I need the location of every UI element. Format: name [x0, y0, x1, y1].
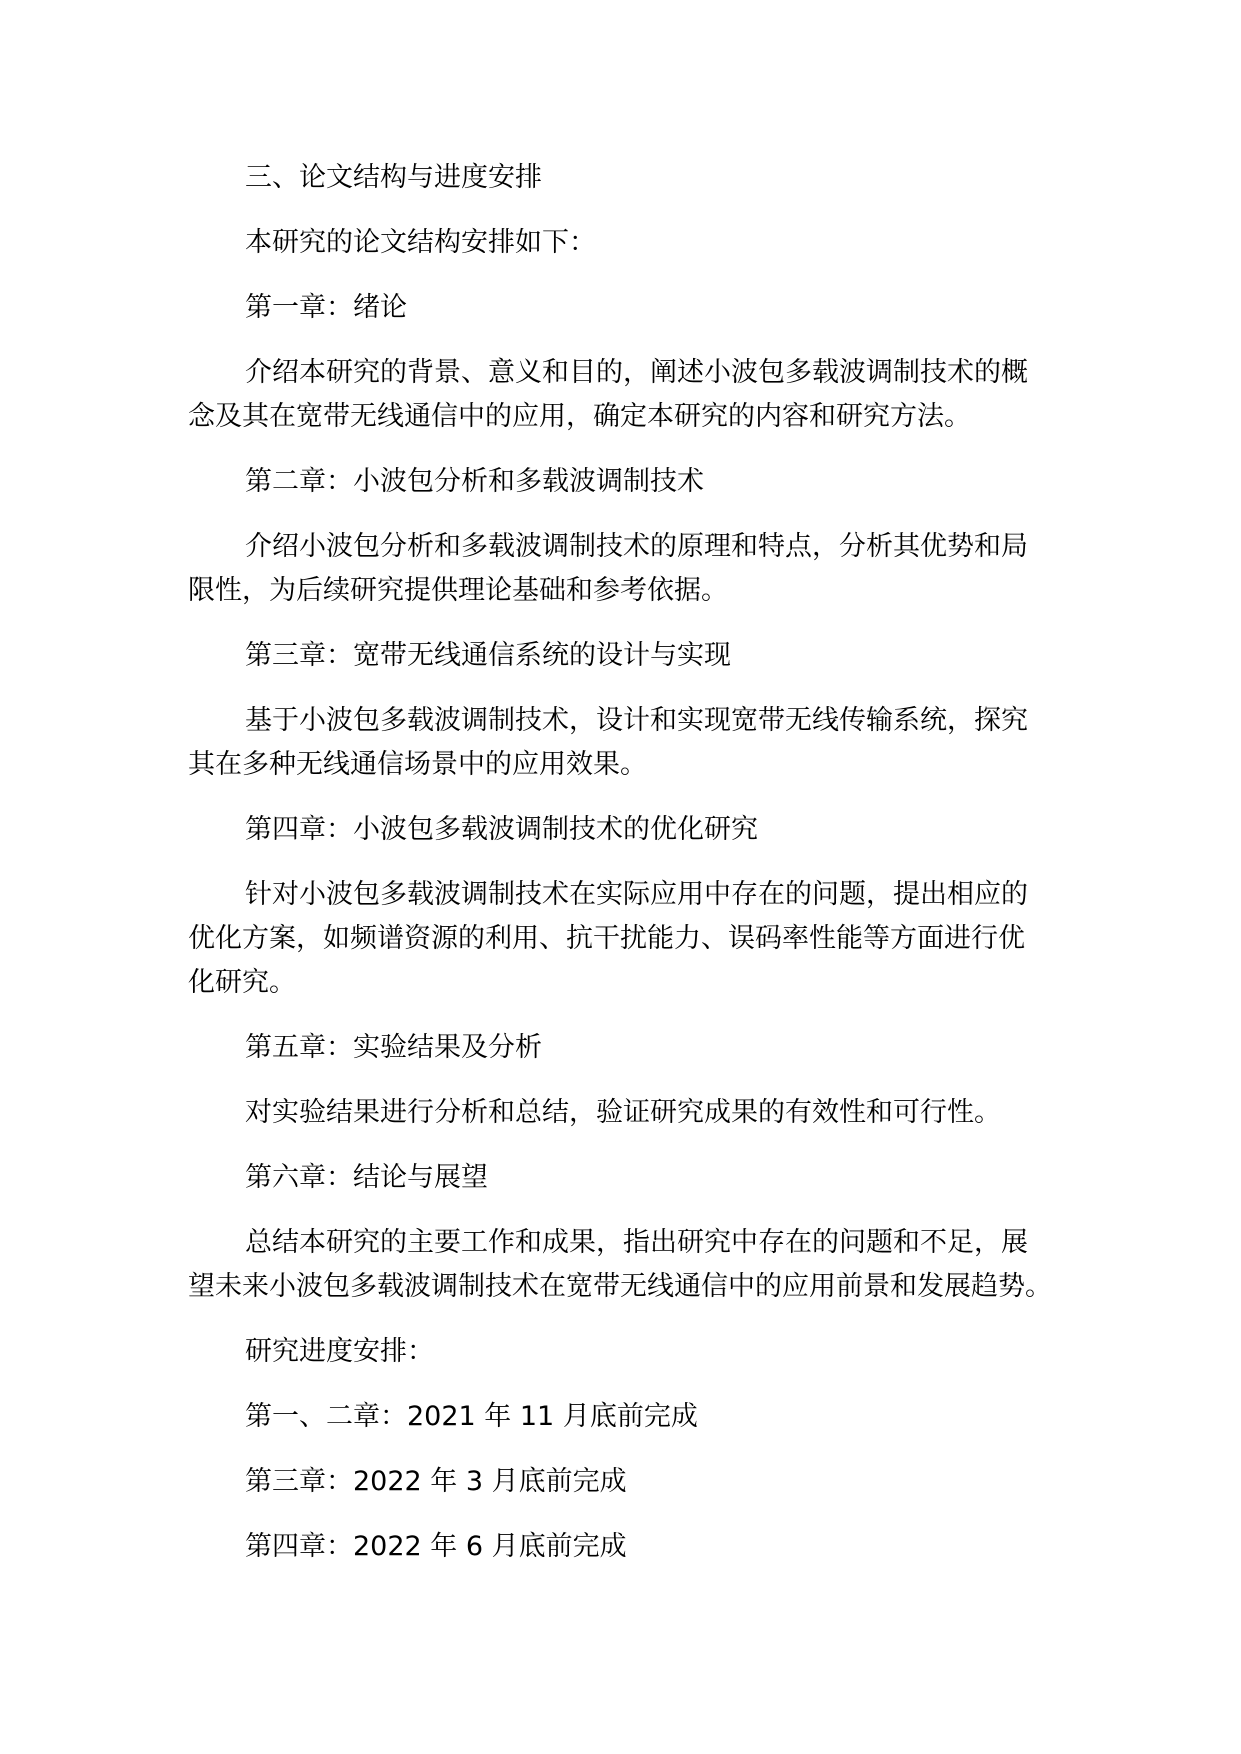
chapter4-desc-line: 优化方案，如频谱资源的利用、抗干扰能力、误码率性能等方面进行优	[188, 923, 1025, 954]
chapter1-desc-line: 介绍本研究的背景、意义和目的，阐述小波包多载波调制技术的概	[245, 357, 1028, 388]
schedule-item: 第三章：2022 年 3 月底前完成	[245, 1466, 627, 1497]
chapter2-desc-line: 限性，为后续研究提供理论基础和参考依据。	[188, 575, 728, 606]
document-body	[188, 156, 1058, 1590]
chapter6-title: 第六章：结论与展望	[245, 1162, 488, 1193]
chapter4-desc-line: 化研究。	[188, 967, 296, 998]
schedule-item: 第一、二章：2021 年 11 月底前完成	[245, 1401, 698, 1432]
chapter6-desc-line: 望未来小波包多载波调制技术在宽带无线通信中的应用前景和发展趋势。	[188, 1271, 1052, 1302]
schedule-heading: 研究进度安排：	[245, 1336, 434, 1367]
chapter6-desc-line: 总结本研究的主要工作和成果，指出研究中存在的问题和不足，展	[245, 1227, 1028, 1258]
chapter2-desc-line: 介绍小波包分析和多载波调制技术的原理和特点，分析其优势和局	[245, 531, 1028, 562]
chapter3-desc-line: 其在多种无线通信场景中的应用效果。	[188, 749, 647, 780]
chapter6-description	[188, 1221, 1058, 1309]
chapter1-title: 第一章：绪论	[245, 292, 407, 323]
chapter4-desc-line: 针对小波包多载波调制技术在实际应用中存在的问题，提出相应的	[245, 879, 1028, 910]
structure-intro: 本研究的论文结构安排如下：	[245, 227, 596, 258]
section-heading: 三、论文结构与进度安排	[245, 162, 542, 193]
chapter3-desc-line: 基于小波包多载波调制技术，设计和实现宽带无线传输系统，探究	[245, 705, 1028, 736]
chapter3-title: 第三章：宽带无线通信系统的设计与实现	[245, 640, 731, 671]
chapter1-description	[188, 351, 1058, 439]
chapter4-description	[188, 873, 1058, 1005]
chapter2-description	[188, 525, 1058, 613]
chapter4-title: 第四章：小波包多载波调制技术的优化研究	[245, 814, 758, 845]
schedule-item: 第四章：2022 年 6 月底前完成	[245, 1531, 627, 1562]
chapter2-title: 第二章：小波包分析和多载波调制技术	[245, 466, 704, 497]
chapter5-description: 对实验结果进行分析和总结，验证研究成果的有效性和可行性。	[245, 1097, 1001, 1128]
chapter5-title: 第五章：实验结果及分析	[245, 1032, 542, 1063]
chapter1-desc-line: 念及其在宽带无线通信中的应用，确定本研究的内容和研究方法。	[188, 401, 971, 432]
chapter3-description	[188, 699, 1058, 787]
